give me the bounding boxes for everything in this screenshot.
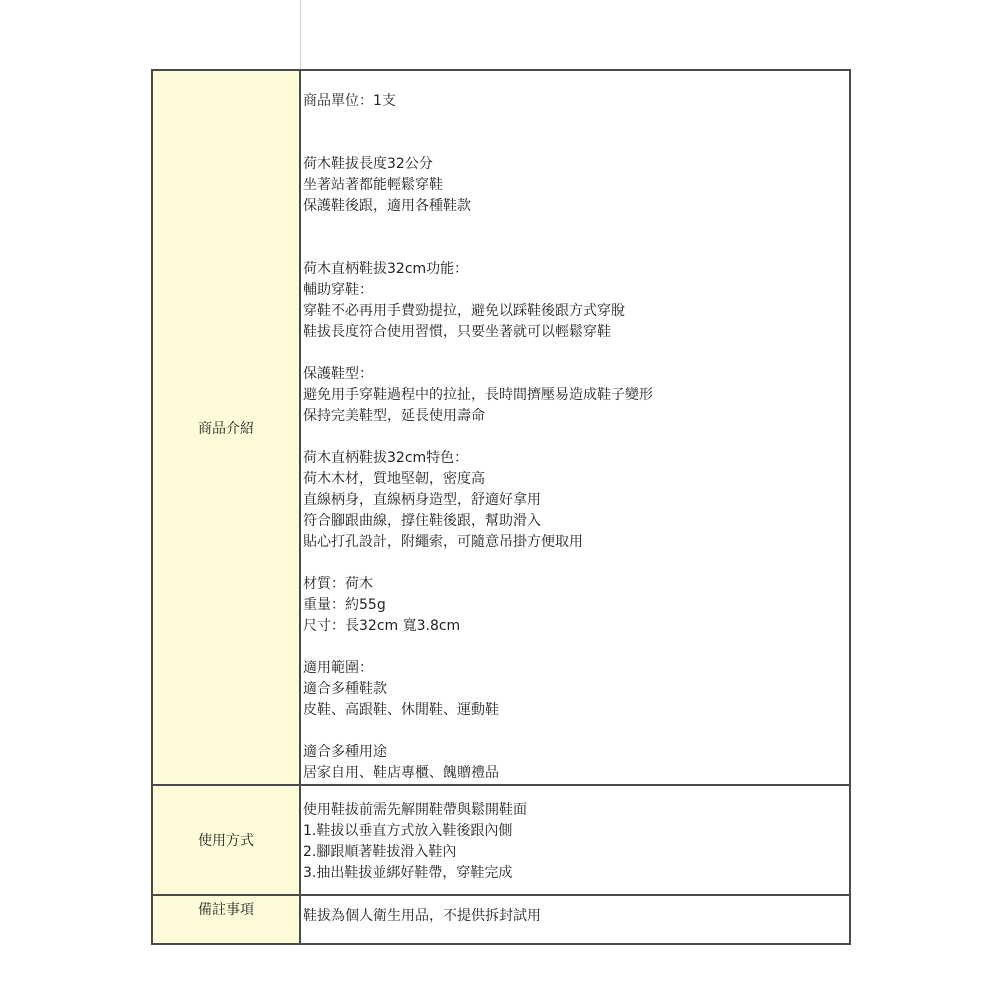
intro-line: 荷木木材，質地堅韌，密度高 (303, 471, 485, 487)
usage-line: 1.鞋拔以垂直方式放入鞋後跟內側 (303, 823, 513, 839)
intro-content (303, 71, 849, 784)
intro-group-specs (303, 574, 849, 637)
intro-line: 穿鞋不必再用手費勁提拉，避免以踩鞋後跟方式穿脫 (303, 303, 625, 319)
row-value-usage (300, 785, 850, 895)
intro-line: 輔助穿鞋： (303, 282, 373, 298)
intro-line: 保持完美鞋型，延長使用壽命 (303, 408, 485, 424)
column-guide-line (300, 0, 301, 70)
intro-group-features (303, 448, 849, 553)
usage-line: 2.腳跟順著鞋拔滑入鞋內 (303, 844, 457, 860)
intro-group-length (303, 154, 849, 217)
intro-group-function (303, 259, 849, 343)
intro-line: 材質：荷木 (303, 576, 373, 592)
intro-line: 保護鞋後跟，適用各種鞋款 (303, 198, 471, 214)
intro-line: 商品單位：1支 (303, 93, 396, 109)
intro-line: 適合多種鞋款 (303, 681, 387, 697)
row-label-notes: 備註事項 (152, 895, 300, 944)
row-value-intro (300, 70, 850, 785)
intro-line: 荷木直柄鞋拔32cm功能： (303, 261, 469, 277)
intro-group-uses (303, 742, 849, 784)
intro-line: 保護鞋型： (303, 366, 373, 382)
usage-line: 3.抽出鞋拔並綁好鞋帶，穿鞋完成 (303, 865, 513, 881)
intro-line: 適用範圍： (303, 660, 373, 676)
intro-group-protect (303, 364, 849, 427)
intro-line: 適合多種用途 (303, 744, 387, 760)
notes-line: 鞋拔為個人衛生用品，不提供拆封試用 (303, 908, 541, 924)
intro-line: 皮鞋、高跟鞋、休閒鞋、運動鞋 (303, 702, 499, 718)
table-row-notes (152, 895, 850, 944)
intro-line: 鞋拔長度符合使用習慣，只要坐著就可以輕鬆穿鞋 (303, 324, 611, 340)
intro-line: 居家自用、鞋店專櫃、餽贈禮品 (303, 765, 499, 781)
intro-line: 符合腳跟曲線，撐住鞋後跟，幫助滑入 (303, 513, 541, 529)
notes-content (303, 896, 849, 927)
intro-group-unit (303, 91, 849, 112)
intro-line: 坐著站著都能輕鬆穿鞋 (303, 177, 443, 193)
intro-line: 荷木鞋拔長度32公分 (303, 156, 433, 172)
intro-line: 荷木直柄鞋拔32cm特色： (303, 450, 469, 466)
usage-line: 使用鞋拔前需先解開鞋帶與鬆開鞋面 (303, 802, 527, 818)
row-label-usage: 使用方式 (152, 785, 300, 895)
usage-content (303, 786, 849, 884)
table-row-usage (152, 785, 850, 895)
intro-group-scope (303, 658, 849, 721)
intro-line: 直線柄身，直線柄身造型，舒適好拿用 (303, 492, 541, 508)
row-value-notes (300, 895, 850, 944)
intro-line: 重量：約55g (303, 597, 386, 613)
table-row-intro (152, 70, 850, 785)
product-spec-table (151, 69, 851, 945)
row-label-intro: 商品介紹 (152, 70, 300, 785)
intro-line: 尺寸：長32cm 寬3.8cm (303, 618, 461, 634)
intro-line: 貼心打孔設計，附繩索，可隨意吊掛方便取用 (303, 534, 583, 550)
intro-line: 避免用手穿鞋過程中的拉扯，長時間擠壓易造成鞋子變形 (303, 387, 653, 403)
